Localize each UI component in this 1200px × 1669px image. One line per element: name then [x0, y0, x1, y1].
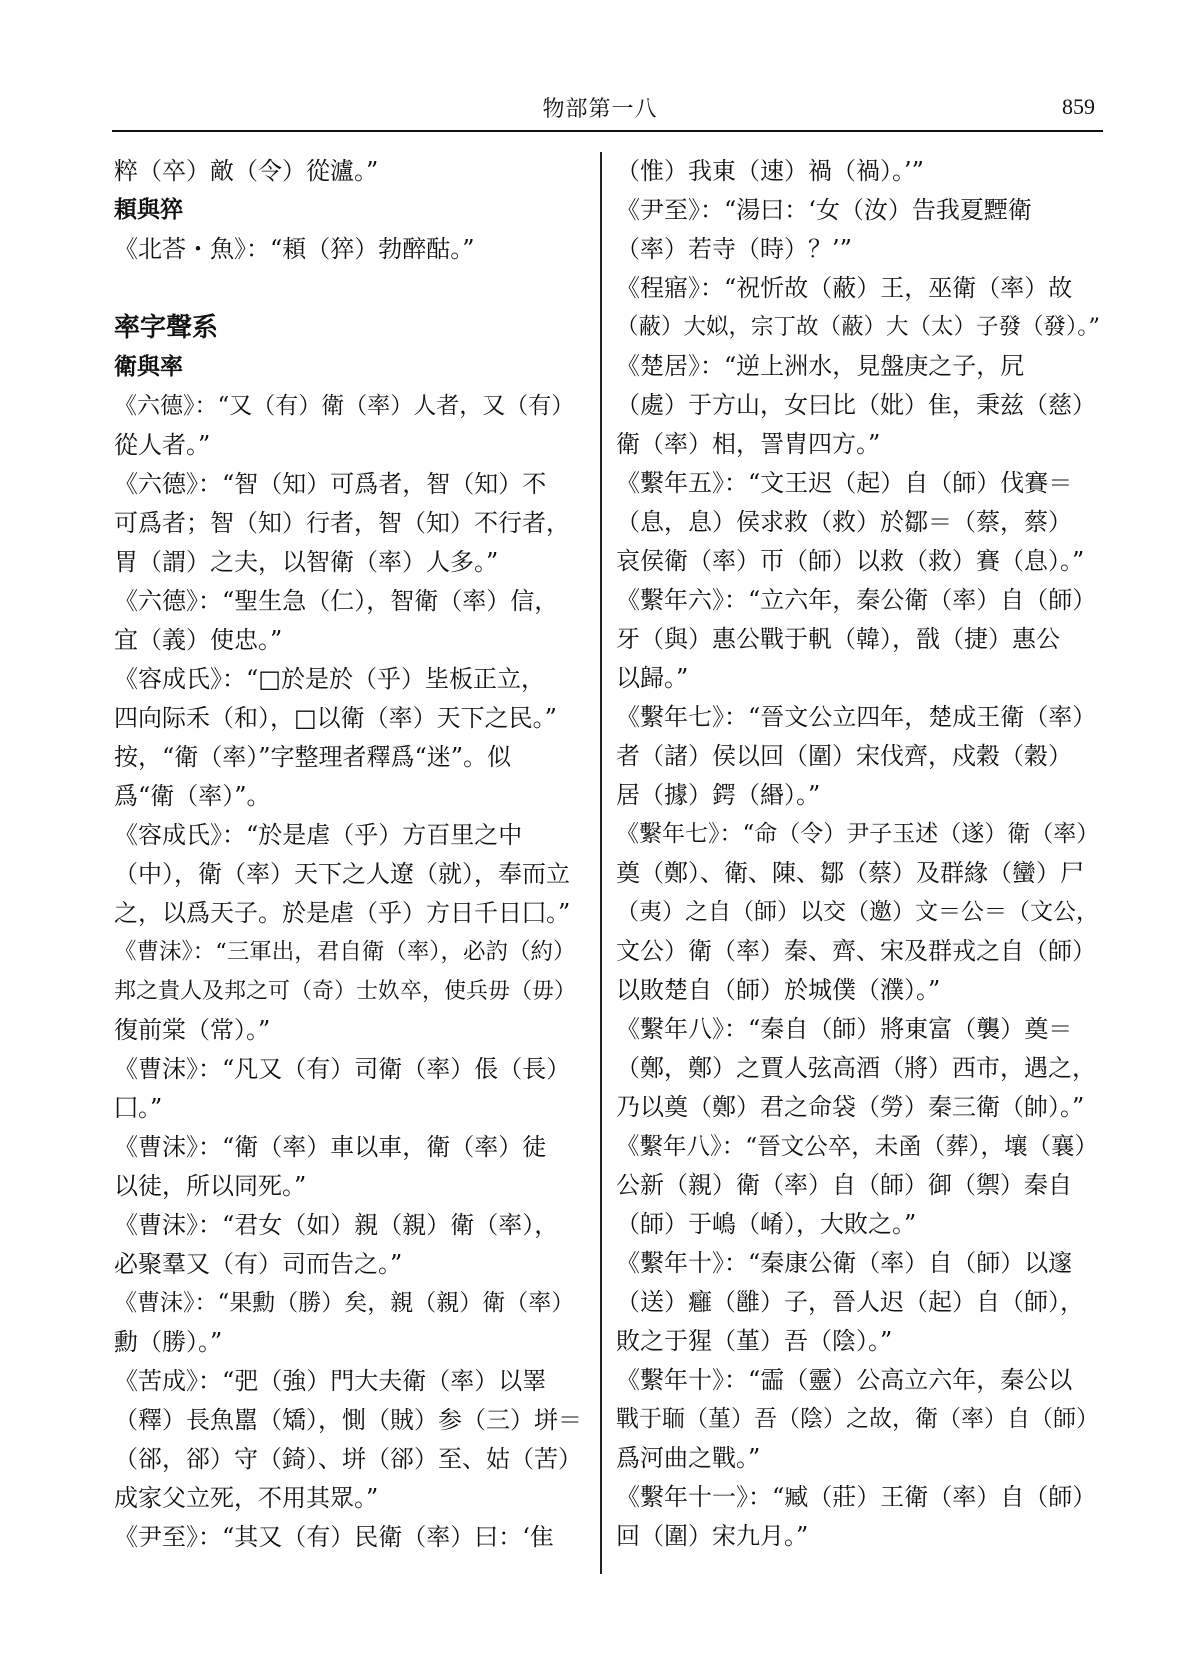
- text-line: 《曹沫》：“三軍出，君自衛（率），必訋（約）: [114, 939, 576, 965]
- text-line: 四向际禾（和），□以衛（率）天下之民。”: [114, 704, 557, 732]
- header-rule: [112, 130, 1103, 132]
- text-line: 《程寤》：“祝忻故（蔽）王，巫衛（率）故: [616, 274, 1073, 302]
- text-line: 以歸。”: [616, 664, 689, 692]
- text-line: 《尹至》：“湯曰：‘女（汝）告我夏黫衛: [616, 196, 1032, 224]
- text-line: （鄭，鄭）之賈人弦高酒（將）西市，遇之，: [616, 1054, 1096, 1082]
- text-line: 囗。”: [114, 1094, 163, 1122]
- text-line: （蔽）大姒，宗丁故（蔽）大（太）子發（發）。”: [616, 314, 1101, 340]
- text-line: （夷）之自（師）以交（邀）文＝公＝（文公，: [616, 899, 1099, 925]
- text-line: 《繫年十》：“秦康公衛（率）自（師）以邃: [616, 1249, 1073, 1277]
- text-line: （惟）我東（速）禍（禍）。’”: [616, 157, 924, 185]
- text-line: 《六德》：“又（有）衛（率）人者，又（有）: [114, 393, 575, 419]
- text-line: 從人者。”: [114, 431, 211, 459]
- text-line: 者（諸）侯以回（圍）宋伐齊，戍穀（穀）: [616, 742, 1072, 770]
- text-line: 《繫年六》：“立六年，秦公衛（率）自（師）: [616, 586, 1097, 614]
- text-line: 《繫年八》：“秦自（師）將東富（襲）奠＝: [616, 1015, 1073, 1043]
- text-line: 《曹沫》：“君女（如）親（親）衛（率），: [114, 1211, 559, 1239]
- text-line: 《容成氏》：“於是虐（乎）方百里之中: [114, 821, 523, 849]
- text-line: 乃以奠（鄭）君之命袋（勞）秦三衛（帥）。”: [616, 1093, 1085, 1121]
- text-line: 胃（謂）之夫，以智衛（率）人多。”: [114, 548, 499, 576]
- left-lines-a: [114, 152, 582, 191]
- text-line: 《繫年十一》：“臧（莊）王衛（率）自（師）: [616, 1483, 1097, 1511]
- text-line: 居（據）鍔（緡）。”: [616, 781, 821, 809]
- text-line: 公新（親）衛（率）自（師）御（禦）秦自: [616, 1171, 1072, 1199]
- text-line: （郤，郤）守（錡）、垪（郤）至、姑（苦）: [114, 1445, 582, 1473]
- text-line: （息，息）侯求救（救）於鄒＝（蔡，蔡）: [616, 508, 1072, 536]
- text-line: 敗之于猩（堇）吾（陰）。”: [616, 1327, 893, 1355]
- text-line: 勳（勝）。”: [114, 1328, 223, 1356]
- text-line: 爲“衛（率）”。: [114, 782, 271, 810]
- text-line: 《苦成》：“弝（強）門大夫衛（率）以睪: [114, 1367, 547, 1395]
- text-line: 《曹沫》：“果勳（勝）矣，親（親）衛（率）: [114, 1290, 575, 1316]
- text-line: 以徒，所以同死。”: [114, 1172, 307, 1200]
- text-line: 必聚羣又（有）司而告之。”: [114, 1250, 403, 1278]
- text-line: 按，“衛（率）”字整理者釋爲“迷”。似: [114, 743, 512, 771]
- text-line: 粹（卒）敵（令）從瀘。”: [114, 157, 379, 185]
- text-line: 《繫年七》：“晉文公立四年，楚成王衛（率）: [616, 703, 1097, 731]
- text-line: 《曹沫》：“衛（率）車以車，衛（率）徒: [114, 1133, 547, 1161]
- text-line: 牙（與）惠公戰于軓（韓），戩（捷）惠公: [616, 625, 1060, 653]
- text-line: 戰于聏（堇）吾（陰）之故，衛（率）自（師）: [616, 1406, 1099, 1432]
- text-line: 《尹至》：“其又（有）民衛（率）曰：‘隹: [114, 1523, 554, 1551]
- text-line: 《繫年八》：“晉文公卒，未圅（葬），壤（襄）: [616, 1132, 1099, 1160]
- text-line: 《繫年五》：“文王迟（起）自（師）伐賽＝: [616, 469, 1073, 497]
- text-line: （處）于方山，女曰比（妣）隹，秉兹（慈）: [616, 391, 1096, 419]
- text-line: 《繫年十》：“霝（靈）公高立六年，秦公以: [616, 1366, 1073, 1394]
- text-line: 哀侯衛（率）帀（師）以救（救）賽（息）。”: [616, 547, 1085, 575]
- left-lines-b: [114, 230, 582, 269]
- section-heading-lu: 率字聲系: [114, 313, 219, 343]
- text-line: 之，以爲天子。於是虐（乎）方日千日囗。”: [114, 899, 571, 927]
- text-line: 復前棠（常）。”: [114, 1016, 271, 1044]
- text-line: （送）癰（雝）子，晉人迟（起）自（師），: [616, 1288, 1084, 1316]
- text-line: （率）若寺（時）？’”: [616, 235, 852, 263]
- text-line: 《繫年七》：“命（令）尹子玉述（遂）衛（率）: [616, 821, 1100, 847]
- text-line: 《北荅・魚》：“頛（猝）勃醉酤。”: [114, 235, 475, 263]
- text-line: 《六德》：“智（知）可爲者，智（知）不: [114, 470, 547, 498]
- entry-heading-jie-zu: 頛與猝: [114, 197, 183, 223]
- running-header-title: 物部第一八: [542, 97, 658, 122]
- text-line: 奠（鄭）、衛、陳、鄒（蔡）及群緣（蠻）尸: [616, 859, 1084, 887]
- right-column: [616, 152, 1106, 1556]
- text-line: 宜（義）使忠。”: [114, 626, 283, 654]
- left-column: [114, 152, 582, 1557]
- text-line: 回（圍）宋九月。”: [616, 1522, 809, 1550]
- text-line: 文公）衛（率）秦、齊、宋及群戎之自（師）: [616, 937, 1096, 965]
- text-line: 成家父立死，不用其眾。”: [114, 1484, 379, 1512]
- page-number: 859: [1062, 94, 1095, 119]
- left-lines-c: [114, 387, 582, 1557]
- column-divider: [600, 152, 602, 1574]
- text-line: 《六德》：“聖生急（仁），智衛（率）信，: [114, 587, 559, 615]
- text-line: 爲河曲之戰。”: [616, 1444, 761, 1472]
- text-line: 可爲者；智（知）行者，智（知）不行者，: [114, 509, 570, 537]
- right-lines: [616, 152, 1106, 1556]
- text-line: 《楚居》：“逆上洲水，見盤庚之子，凥: [616, 352, 1025, 380]
- text-line: （釋）長魚嚚（矯），惻（賊）参（三）垪＝: [114, 1406, 582, 1434]
- text-line: 邦之貴人及邦之可（奇）士奺卒，使兵毋（毋）: [114, 979, 577, 1004]
- entry-heading-shuai-lu: 衛與率: [114, 354, 183, 380]
- text-line: 以敗楚自（師）於城僕（濮）。”: [616, 976, 941, 1004]
- text-line: 《容成氏》：“□於是於（乎）坒板正立，: [114, 665, 545, 693]
- text-line: （中），衛（率）天下之人遼（就），奉而立: [114, 860, 570, 888]
- text-line: 《曹沫》：“凡又（有）司衛（率）倀（長）: [114, 1055, 571, 1083]
- text-line: 衛（率）相，詈胄四方。”: [616, 430, 881, 458]
- text-line: （師）于嶋（崤），大敗之。”: [616, 1210, 917, 1238]
